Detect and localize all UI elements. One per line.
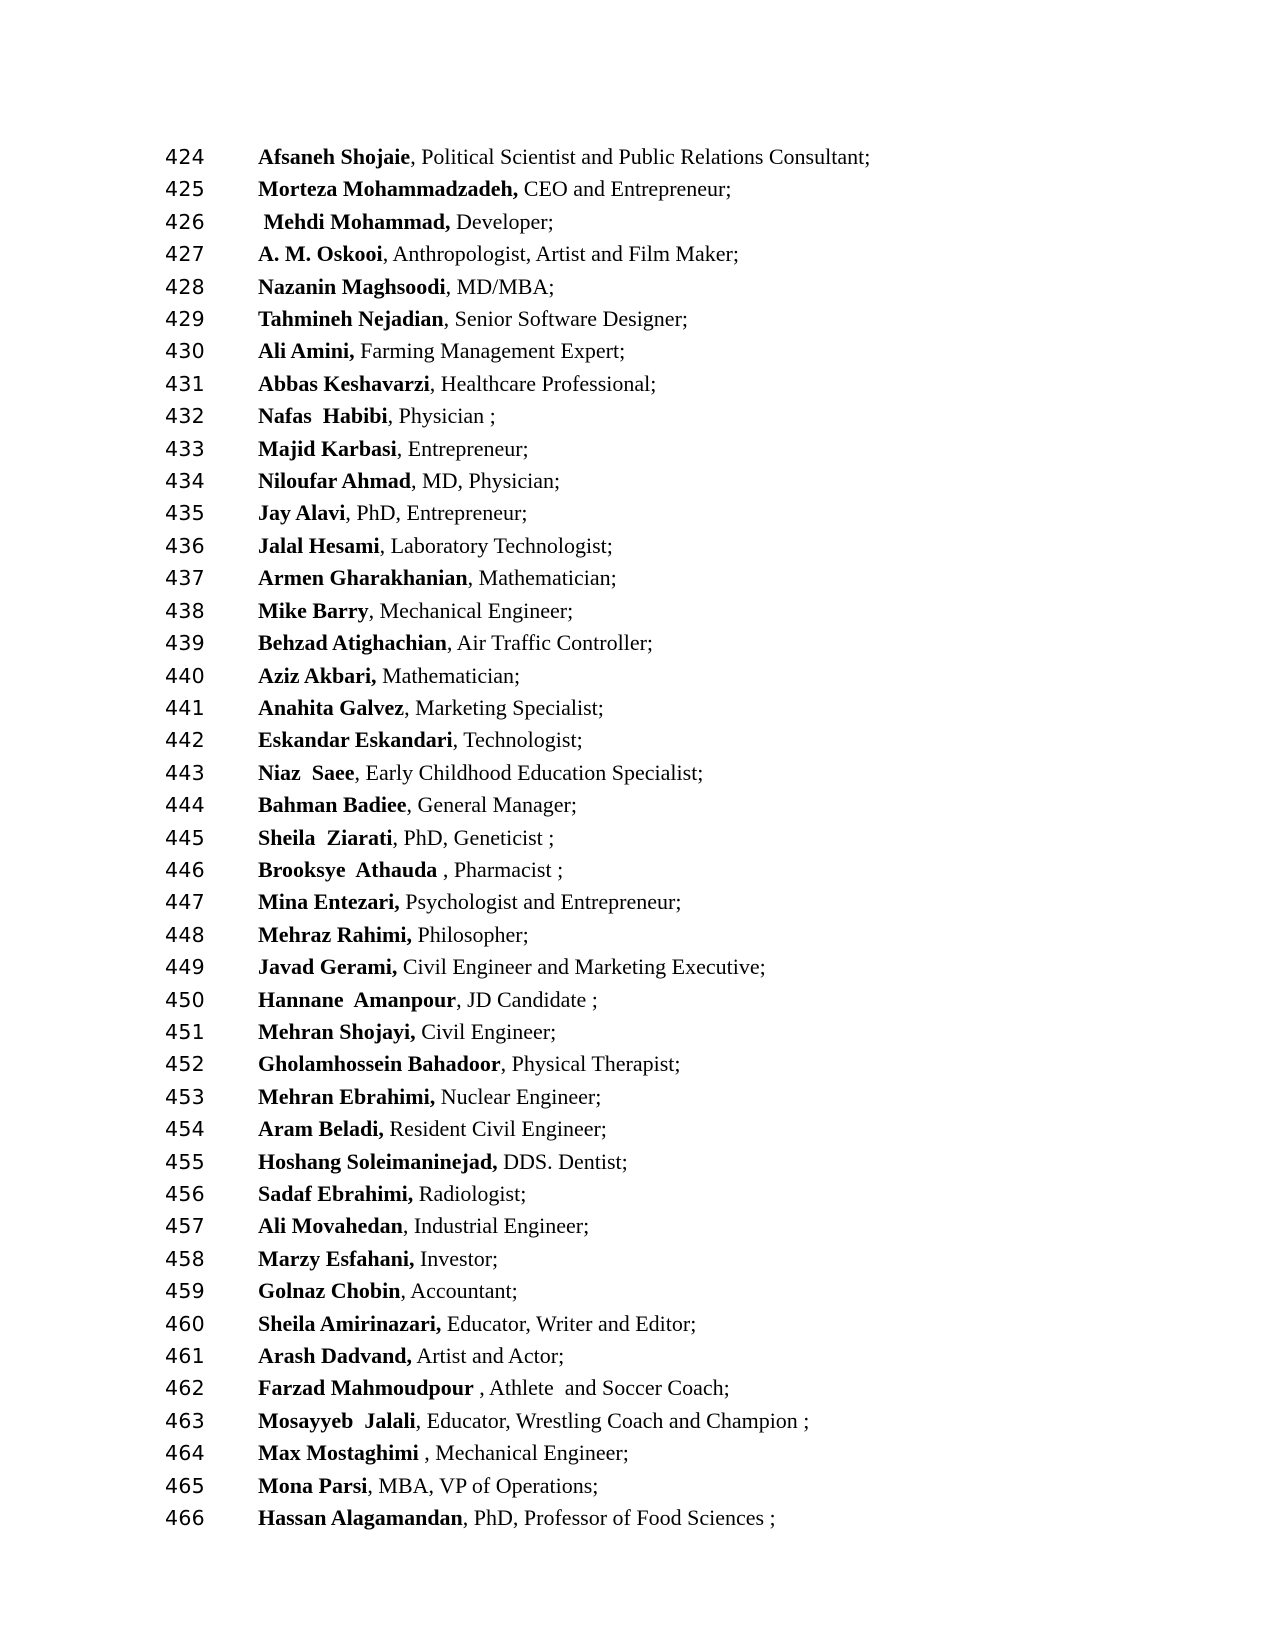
entry-text [258, 984, 1165, 1015]
entry-name: Niloufar Ahmad [258, 468, 412, 494]
list-item [165, 173, 1165, 205]
entry-description: , JD Candidate ; [456, 986, 598, 1012]
entry-number: 461 [165, 1344, 206, 1369]
numbered-list [165, 141, 1165, 1534]
entry-number: 425 [165, 177, 206, 202]
entry-name: Mona Parsi [258, 1472, 368, 1498]
entry-number: 440 [165, 663, 206, 688]
entry-description: , Laboratory Technologist; [379, 532, 613, 558]
entry-number: 429 [165, 307, 206, 332]
entry-name: Javad Gerami, [258, 954, 398, 980]
list-item [165, 303, 1165, 335]
list-item [165, 627, 1165, 659]
entry-number: 436 [165, 533, 206, 558]
list-item [165, 1016, 1165, 1048]
entry-description: , MBA, VP of Operations; [367, 1472, 599, 1498]
list-item [165, 951, 1165, 983]
list-item [165, 1243, 1165, 1275]
entry-name: Sheila Ziarati [258, 824, 393, 850]
entry-name: Arash Dadvand, [258, 1343, 413, 1369]
entry-text [258, 1275, 1165, 1306]
entry-name: Behzad Atighachian [258, 630, 447, 656]
list-item [165, 822, 1165, 854]
entry-description: , Pharmacist ; [437, 856, 564, 882]
entry-number: 443 [165, 760, 206, 785]
entry-description: , Political Scientist and Public Relations Consultant; [410, 144, 871, 169]
entry-name: Tahmineh Nejadian [258, 306, 444, 332]
entry-number: 439 [165, 631, 206, 656]
entry-description: Developer; [450, 208, 554, 234]
entry-name: Majid Karbasi [258, 435, 397, 461]
entry-description: , Air Traffic Controller; [446, 630, 654, 656]
entry-description: Educator, Writer and Editor; [441, 1310, 697, 1336]
list-item [165, 1405, 1165, 1437]
list-item [165, 919, 1165, 951]
entry-description: , Mathematician; [467, 565, 617, 591]
entry-description: , Early Childhood Education Specialist; [354, 759, 704, 785]
entry-number: 441 [165, 695, 206, 720]
entry-number: 428 [165, 274, 206, 299]
list-item [165, 660, 1165, 692]
entry-text [258, 530, 1165, 561]
entry-text [258, 1146, 1165, 1177]
entry-number: 464 [165, 1441, 206, 1466]
list-item [165, 854, 1165, 886]
entry-name: Afsaneh Shojaie [258, 144, 411, 169]
entry-number: 424 [165, 145, 206, 169]
entry-number: 438 [165, 598, 206, 623]
entry-name: Sheila Amirinazari, [258, 1310, 442, 1336]
entry-description: , Physical Therapist; [500, 1051, 681, 1077]
list-item [165, 1275, 1165, 1307]
list-item [165, 206, 1165, 238]
entry-description: Resident Civil Engineer; [383, 1116, 607, 1142]
entry-number: 451 [165, 1019, 206, 1044]
entry-name: Armen Gharakhanian [258, 565, 468, 591]
entry-name: Niaz Saee [258, 759, 355, 785]
list-item [165, 497, 1165, 529]
entry-text [258, 951, 1165, 982]
entry-name: Sadaf Ebrahimi, [258, 1181, 414, 1206]
entry-name: Eskandar Eskandari [258, 727, 453, 753]
entry-number: 465 [165, 1473, 206, 1498]
entry-text [258, 206, 1165, 237]
entry-description: Radiologist; [413, 1181, 527, 1206]
entry-text [258, 1243, 1165, 1274]
entry-description: , Athlete and Soccer Coach; [473, 1375, 730, 1401]
entry-text [258, 433, 1165, 464]
entry-text [258, 303, 1165, 334]
entry-text [258, 562, 1165, 593]
entry-name: Mehran Shojayi, [258, 1018, 416, 1044]
entry-number: 455 [165, 1149, 206, 1174]
list-item [165, 141, 1165, 173]
list-item [165, 1146, 1165, 1178]
list-item [165, 368, 1165, 400]
entry-description: , Mechanical Engineer; [418, 1440, 629, 1466]
entry-number: 434 [165, 469, 206, 494]
list-item [165, 692, 1165, 724]
entry-text [258, 789, 1165, 820]
list-item [165, 335, 1165, 367]
entry-name: Nafas Habibi [258, 403, 388, 429]
entry-description: , General Manager; [406, 792, 577, 818]
entry-description: CEO and Entrepreneur; [518, 176, 732, 202]
entry-text [258, 1308, 1165, 1339]
entry-description: , Marketing Specialist; [404, 694, 604, 720]
entry-description: Civil Engineer and Marketing Executive; [397, 954, 766, 980]
entry-text [258, 1502, 1165, 1533]
entry-text [258, 822, 1165, 853]
entry-text [258, 1437, 1165, 1468]
entry-number: 466 [165, 1506, 206, 1531]
entry-text [258, 724, 1165, 755]
list-item [165, 984, 1165, 1016]
entry-description: , MD, Physician; [411, 468, 561, 494]
entry-description: , Accountant; [400, 1278, 518, 1304]
entry-number: 452 [165, 1052, 206, 1077]
entry-text [258, 238, 1165, 269]
entry-number: 449 [165, 955, 206, 980]
entry-name: Ali Amini, [258, 338, 355, 364]
entry-description: Philosopher; [411, 921, 529, 947]
entry-description: , Entrepreneur; [396, 435, 529, 461]
entry-number: 456 [165, 1182, 206, 1206]
entry-description: Artist and Actor; [412, 1343, 565, 1369]
entry-description: , PhD, Entrepreneur; [345, 500, 528, 526]
entry-name: Golnaz Chobin [258, 1278, 401, 1304]
list-item [165, 757, 1165, 789]
entry-number: 454 [165, 1117, 206, 1142]
entry-description: , MD/MBA; [445, 273, 555, 299]
entry-description: , Anthropologist, Artist and Film Maker; [382, 241, 739, 267]
list-item [165, 1081, 1165, 1113]
entry-text [258, 497, 1165, 528]
entry-text [258, 1178, 1165, 1209]
entry-description: Civil Engineer; [415, 1018, 557, 1044]
entry-name: Morteza Mohammadzadeh, [258, 176, 519, 202]
list-item [165, 1210, 1165, 1242]
list-item [165, 595, 1165, 627]
entry-number: 458 [165, 1246, 206, 1271]
entry-name: Farzad Mahmoudpour [258, 1375, 474, 1401]
entry-number: 463 [165, 1408, 206, 1433]
entry-name: Mehran Ebrahimi, [258, 1083, 436, 1109]
entry-description: , Mechanical Engineer; [368, 597, 574, 623]
entry-text [258, 141, 1165, 172]
entry-name: Jay Alavi [258, 500, 346, 526]
list-item [165, 465, 1165, 497]
entry-number: 437 [165, 566, 206, 591]
entry-number: 453 [165, 1084, 206, 1109]
entry-text [258, 1470, 1165, 1501]
entry-text [258, 1081, 1165, 1112]
entry-text [258, 335, 1165, 366]
entry-text [258, 173, 1165, 204]
list-item [165, 1113, 1165, 1145]
list-item [165, 1372, 1165, 1404]
entry-description: , Educator, Wrestling Coach and Champion ; [415, 1407, 810, 1433]
entry-number: 442 [165, 728, 206, 753]
entry-number: 462 [165, 1376, 206, 1401]
entry-name: Brooksye Athauda [258, 856, 438, 882]
entry-text [258, 886, 1165, 917]
entry-number: 460 [165, 1311, 206, 1336]
entry-name: Mehraz Rahimi, [258, 921, 412, 947]
entry-name: Jalal Hesami [258, 532, 380, 558]
list-item [165, 1048, 1165, 1080]
entry-name: Hannane Amanpour [258, 986, 457, 1012]
entry-text [258, 271, 1165, 302]
list-item [165, 271, 1165, 303]
list-item [165, 433, 1165, 465]
list-item [165, 1178, 1165, 1210]
entry-name: Mike Barry [258, 597, 369, 623]
list-item [165, 724, 1165, 756]
entry-number: 427 [165, 242, 206, 267]
entry-number: 448 [165, 922, 206, 947]
entry-text [258, 757, 1165, 788]
entry-number: 459 [165, 1279, 206, 1304]
entry-name: Aram Beladi, [258, 1116, 384, 1142]
list-item [165, 562, 1165, 594]
entry-description: , PhD, Professor of Food Sciences ; [462, 1505, 776, 1531]
entry-description: Mathematician; [376, 662, 521, 688]
list-item [165, 1470, 1165, 1502]
entry-number: 450 [165, 987, 206, 1012]
list-item [165, 238, 1165, 270]
entry-description: , Industrial Engineer; [402, 1213, 590, 1239]
entry-description: Nuclear Engineer; [435, 1083, 602, 1109]
entry-text [258, 368, 1165, 399]
list-item [165, 530, 1165, 562]
entry-name: Bahman Badiee [258, 792, 407, 818]
entry-name: Mosayyeb Jalali [258, 1407, 416, 1433]
list-item [165, 886, 1165, 918]
entry-description: , Physician ; [387, 403, 496, 429]
entry-text [258, 627, 1165, 658]
entry-number: 426 [165, 209, 206, 234]
entry-name: Mehdi Mohammad, [258, 208, 451, 234]
entry-description: DDS. Dentist; [497, 1148, 628, 1174]
list-item [165, 400, 1165, 432]
entry-text [258, 1372, 1165, 1403]
entry-name: Ali Movahedan [258, 1213, 403, 1239]
entry-name: Gholamhossein Bahadoor [258, 1051, 501, 1077]
entry-text [258, 919, 1165, 950]
list-item [165, 1502, 1165, 1534]
entry-name: Mina Entezari, [258, 889, 400, 915]
entry-number: 435 [165, 501, 206, 526]
entry-description: , PhD, Geneticist ; [392, 824, 555, 850]
entry-description: , Senior Software Designer; [443, 306, 689, 332]
entry-description: Investor; [414, 1245, 499, 1271]
entry-name: Hassan Alagamandan [258, 1505, 463, 1531]
entry-number: 431 [165, 371, 206, 396]
entry-text [258, 1048, 1165, 1079]
entry-text [258, 1405, 1165, 1436]
entry-text [258, 1016, 1165, 1047]
entry-text [258, 854, 1165, 885]
entry-text [258, 692, 1165, 723]
entry-name: Max Mostaghimi [258, 1440, 419, 1466]
entry-number: 457 [165, 1214, 206, 1239]
entry-text [258, 400, 1165, 431]
entry-number: 444 [165, 793, 206, 818]
entry-description: Psychologist and Entrepreneur; [399, 889, 682, 915]
entry-number: 445 [165, 825, 206, 850]
entry-number: 430 [165, 339, 206, 364]
entry-name: Abbas Keshavarzi [258, 370, 430, 396]
entry-text [258, 1113, 1165, 1144]
entry-text [258, 1210, 1165, 1241]
entry-number: 432 [165, 404, 206, 429]
entry-text [258, 1340, 1165, 1371]
entry-name: Marzy Esfahani, [258, 1245, 415, 1271]
entry-number: 446 [165, 857, 206, 882]
list-item [165, 789, 1165, 821]
entry-description: , Technologist; [452, 727, 583, 753]
entry-name: Anahita Galvez [258, 694, 405, 720]
entry-text [258, 660, 1165, 691]
list-item [165, 1437, 1165, 1469]
entry-name: Nazanin Maghsoodi [258, 273, 446, 299]
entry-description: Farming Management Expert; [354, 338, 626, 364]
entry-text [258, 595, 1165, 626]
entry-name: Hoshang Soleimaninejad, [258, 1148, 498, 1174]
list-item [165, 1308, 1165, 1340]
entry-text [258, 465, 1165, 496]
entry-name: Aziz Akbari, [258, 662, 377, 688]
entry-number: 433 [165, 436, 206, 461]
entry-name: A. M. Oskooi [258, 241, 383, 267]
list-item [165, 1340, 1165, 1372]
entry-description: , Healthcare Professional; [429, 370, 657, 396]
entry-number: 447 [165, 890, 206, 915]
